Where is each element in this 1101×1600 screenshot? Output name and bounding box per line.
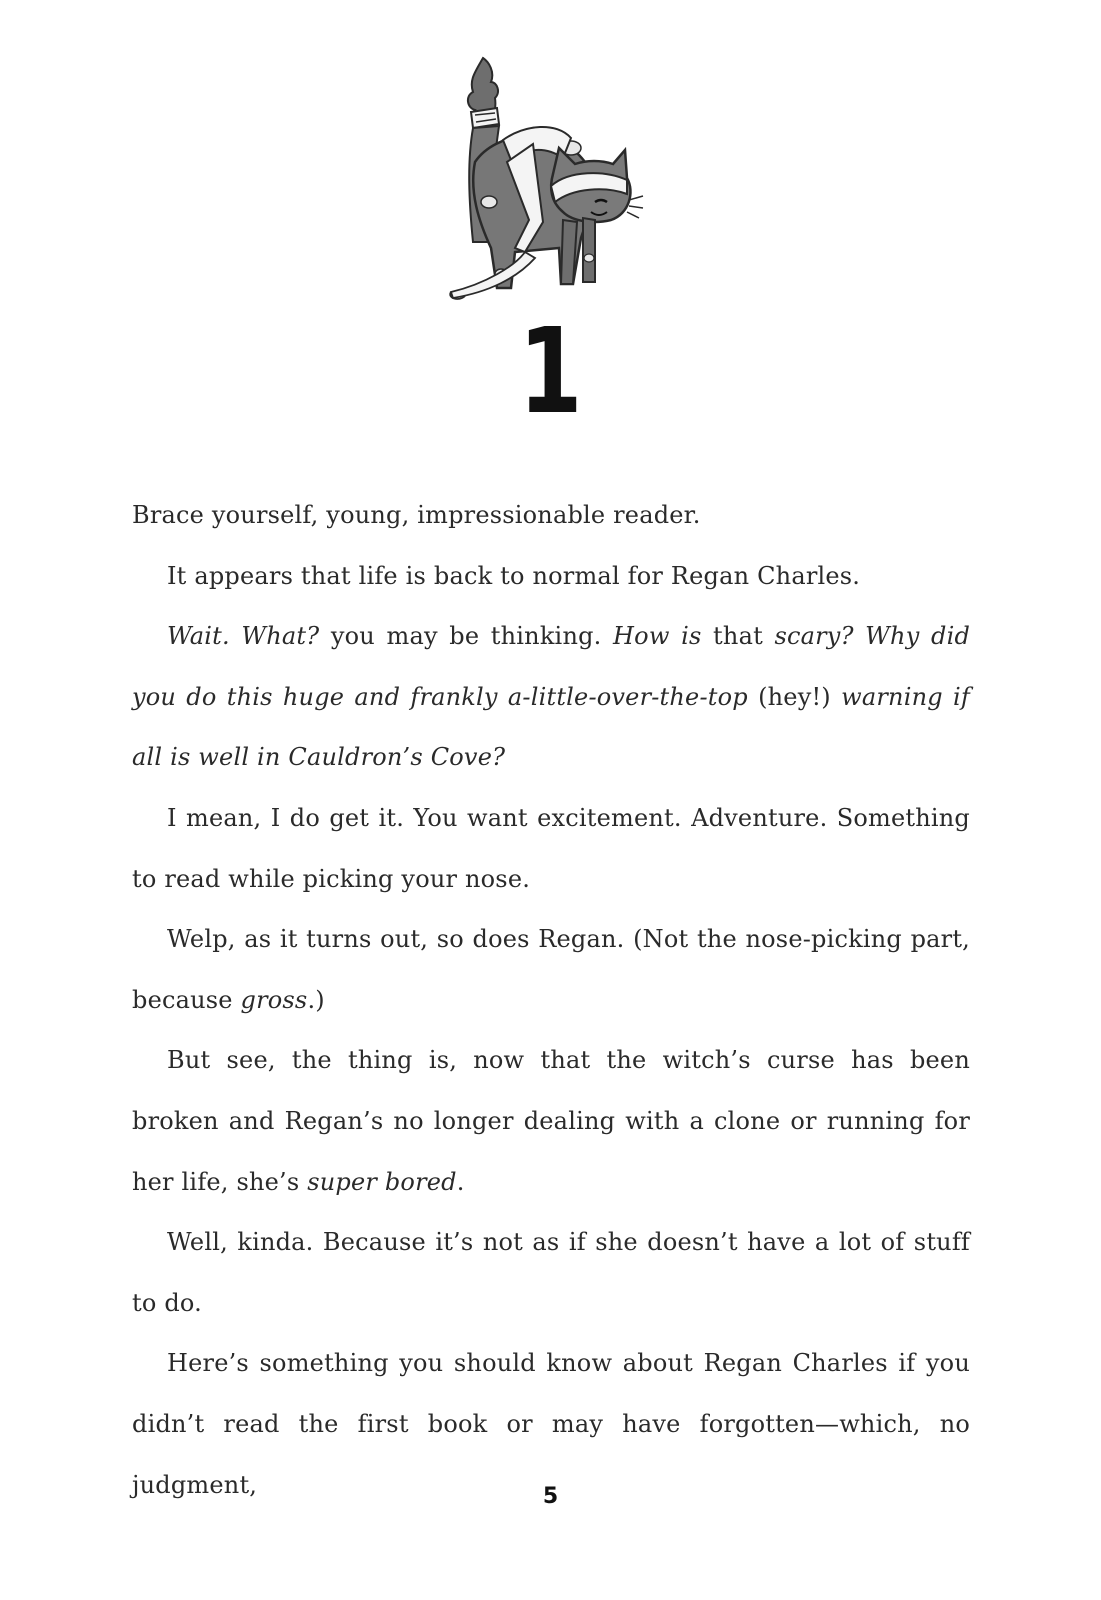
- body-paragraph: [132, 485, 970, 546]
- body-paragraph: [132, 788, 970, 909]
- body-paragraph: [132, 909, 970, 1030]
- text-run: I mean, I do get it. You want excitement. Adventure. Something to read while picking your nose.: [132, 803, 970, 893]
- text-run: Here’s something you should know about Regan Charles if you didn’t read the first book or may have forgotten—which, no judgment,: [132, 1349, 970, 1499]
- bandaged-cat-icon: [445, 52, 645, 308]
- text-run: It appears that life is back to normal for Regan Charles.: [167, 561, 861, 590]
- body-paragraph: [132, 606, 970, 788]
- text-run: you may be thinking.: [319, 622, 614, 651]
- text-run: .: [456, 1167, 465, 1196]
- chapter-body-text: [132, 485, 970, 1515]
- text-run: Brace yourself, young, impressionable reader.: [132, 501, 701, 529]
- page-number: 5: [542, 1484, 559, 1509]
- text-run: But see, the thing is, now that the witch’s curse has been broken and Regan’s no longer dealing with a clone or running for her life, she’s: [132, 1046, 970, 1196]
- text-run: that: [701, 622, 775, 651]
- text-run: Welp, as it turns out, so does Regan. (Not the nose-picking part, because: [132, 925, 970, 1014]
- italic-text-run: scary? Why did you do this huge and frankly a-little-over-the-top: [132, 622, 971, 711]
- text-run: .): [307, 985, 325, 1014]
- body-paragraph: [132, 1212, 970, 1333]
- body-paragraph: [132, 546, 970, 607]
- italic-text-run: warning if all is well in Cauldron’s Cove?: [132, 682, 971, 772]
- text-run: Well, kinda. Because it’s not as if she doesn’t have a lot of stuff to do.: [132, 1228, 970, 1317]
- body-paragraph: [132, 1030, 970, 1212]
- italic-text-run: Wait. What?: [167, 622, 320, 651]
- italic-text-run: gross: [240, 985, 308, 1014]
- italic-text-run: How is: [613, 622, 702, 651]
- italic-text-run: super bored: [307, 1167, 457, 1196]
- text-run: (hey!): [747, 682, 842, 711]
- chapter-number: 1: [518, 302, 583, 440]
